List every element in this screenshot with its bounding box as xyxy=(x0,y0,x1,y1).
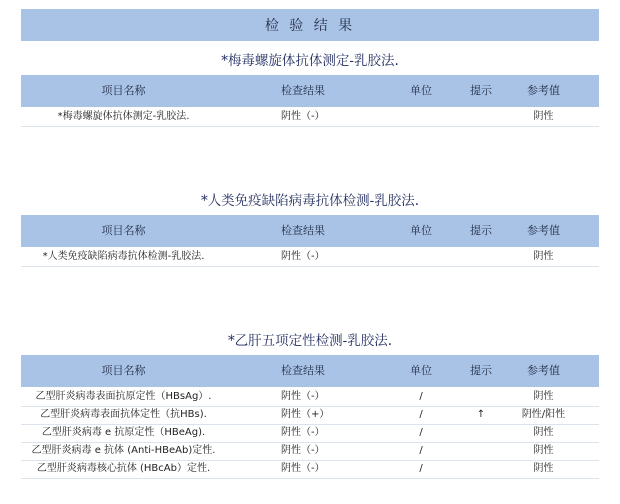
header-name: 项目名称 xyxy=(101,84,146,97)
report-banner: 检 验 结 果 xyxy=(21,9,599,41)
table-row xyxy=(21,442,599,461)
header-ref: 参考值 xyxy=(527,84,560,97)
row-result: 阴性（-） xyxy=(281,463,325,474)
table-row xyxy=(21,108,599,127)
row-result: 阴性（-） xyxy=(281,391,325,402)
header-unit: 单位 xyxy=(410,364,432,377)
up-arrow-icon: ↑ xyxy=(476,409,486,420)
row-name: 乙型肝炎病毒表面抗体定性（抗HBs). xyxy=(40,409,207,420)
header-unit: 单位 xyxy=(410,84,432,97)
row-result: 阴性（-） xyxy=(281,251,325,262)
row-ref: 阴性 xyxy=(533,391,554,402)
table-row xyxy=(21,406,599,425)
row-name: *梅毒螺旋体抗体测定-乳胶法. xyxy=(57,111,190,122)
row-unit: / xyxy=(419,409,423,420)
header-result: 检查结果 xyxy=(281,84,325,97)
section-title: *乙肝五项定性检测-乳胶法. xyxy=(227,333,393,349)
row-ref: 阴性 xyxy=(533,111,554,122)
table-header xyxy=(21,215,599,247)
row-unit: / xyxy=(419,463,423,474)
header-ref: 参考值 xyxy=(527,364,560,377)
header-ref: 参考值 xyxy=(527,224,560,237)
header-hint: 提示 xyxy=(470,224,492,237)
header-result: 检查结果 xyxy=(281,224,325,237)
header-hint: 提示 xyxy=(470,84,492,97)
row-ref: 阴性 xyxy=(533,427,554,438)
row-unit: / xyxy=(419,427,423,438)
header-unit: 单位 xyxy=(410,224,432,237)
row-ref: 阴性 xyxy=(533,251,554,262)
header-result: 检查结果 xyxy=(281,364,325,377)
table-row xyxy=(21,460,599,479)
section-title: *人类免疫缺陷病毒抗体检测-乳胶法. xyxy=(200,193,420,209)
row-ref: 阴性/阳性 xyxy=(521,409,566,420)
row-unit: / xyxy=(419,445,423,456)
header-name: 项目名称 xyxy=(101,224,146,237)
row-name: 乙型肝炎病毒核心抗体 (HBcAb）定性. xyxy=(36,463,211,474)
table-row xyxy=(21,248,599,267)
table-row xyxy=(21,424,599,443)
row-name: *人类免疫缺陷病毒抗体检测-乳胶法. xyxy=(42,251,205,262)
table-header xyxy=(21,355,599,387)
header-hint: 提示 xyxy=(470,364,492,377)
row-unit: / xyxy=(419,391,423,402)
section-title: *梅毒螺旋体抗体测定-乳胶法. xyxy=(221,53,399,69)
table-header xyxy=(21,75,599,107)
row-ref: 阴性 xyxy=(533,445,554,456)
row-name: 乙型肝炎病毒 e 抗原定性（HBeAg). xyxy=(41,427,206,438)
table-row xyxy=(21,388,599,407)
row-name: 乙型肝炎病毒 e 抗体 (Anti-HBeAb)定性. xyxy=(31,445,216,456)
row-name: 乙型肝炎病毒表面抗原定性（HBsAg）. xyxy=(35,391,212,402)
row-result: 阴性（-） xyxy=(281,111,325,122)
row-ref: 阴性 xyxy=(533,463,554,474)
header-name: 项目名称 xyxy=(101,364,146,377)
row-result: 阴性（+） xyxy=(281,409,330,420)
row-result: 阴性（-） xyxy=(281,427,325,438)
row-result: 阴性（-） xyxy=(281,445,325,456)
